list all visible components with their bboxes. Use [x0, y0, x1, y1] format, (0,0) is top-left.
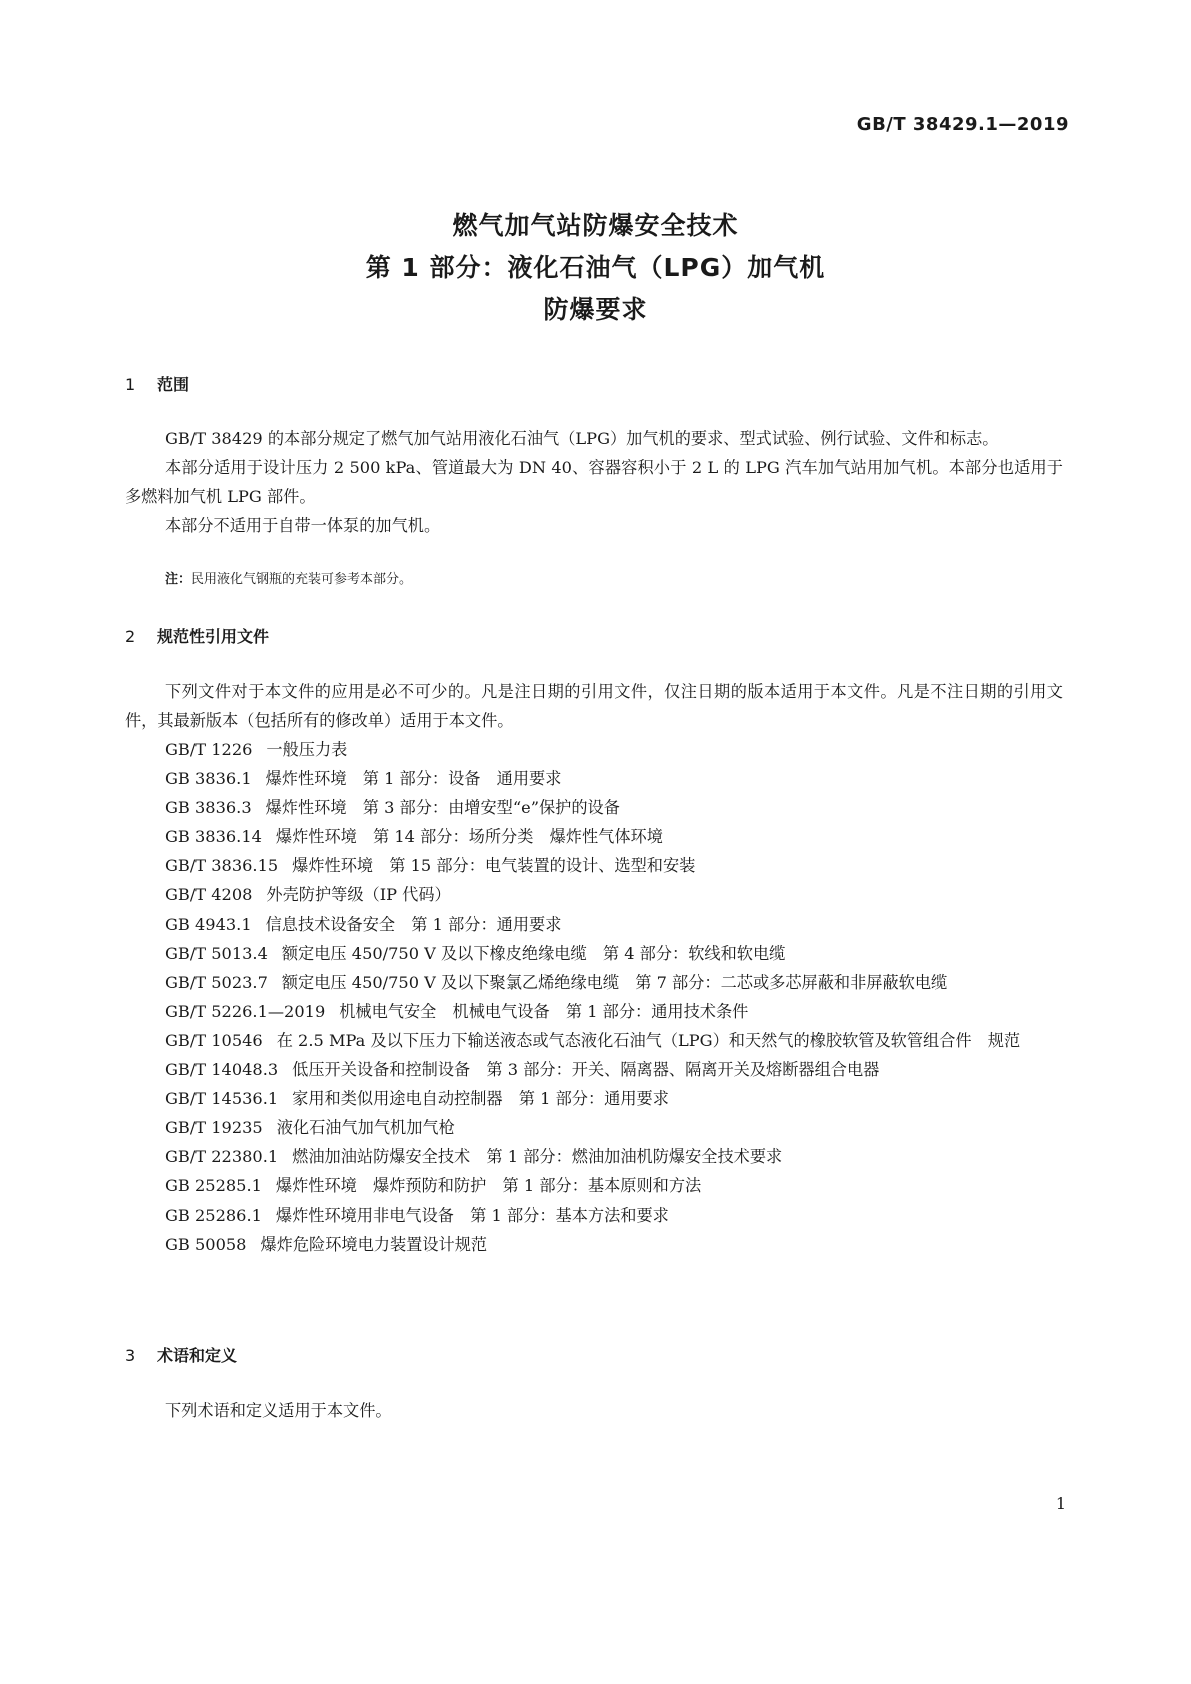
reference-title: 爆炸性环境 第 14 部分：场所分类 爆炸性气体环境	[275, 827, 663, 847]
reference-title: 低压开关设备和控制设备 第 3 部分：开关、隔离器、隔离开关及熔断器组合电器	[292, 1060, 880, 1080]
reference-title: 额定电压 450/750 V 及以下聚氯乙烯绝缘电缆 第 7 部分：二芯或多芯屏蔽和非屏蔽软电缆	[281, 972, 948, 992]
terms-intro	[125, 1396, 1063, 1425]
section-title: 术语和定义	[157, 1346, 238, 1365]
reference-item	[125, 764, 1063, 793]
section-title: 范围	[157, 375, 190, 394]
reference-item	[125, 851, 1063, 880]
reference-title: 液化石油气加气机加气枪	[276, 1118, 455, 1138]
reference-title: 爆炸危险环境电力装置设计规范	[260, 1234, 488, 1254]
reference-title: 外壳防护等级（IP 代码）	[266, 885, 451, 905]
reference-list	[125, 735, 1063, 1259]
reference-title: 爆炸性环境 第 3 部分：由增安型“e”保护的设备	[265, 798, 620, 818]
section-2-heading	[125, 624, 269, 647]
section-number: 1	[125, 375, 136, 394]
reference-item	[125, 1055, 1063, 1084]
reference-title: 爆炸性环境 第 15 部分：电气装置的设计、选型和安装	[292, 856, 696, 876]
paragraph: 本部分不适用于自带一体泵的加气机。	[165, 516, 441, 535]
section-title: 规范性引用文件	[157, 627, 270, 646]
reference-code: GB/T 3836.15	[165, 856, 279, 876]
reference-title: 信息技术设备安全 第 1 部分：通用要求	[265, 914, 562, 934]
paragraph: 下列文件对于本文件的应用是必不可少的。凡是注日期的引用文件，仅注日期的版本适用于本文件。凡是不注日期的引用文件，其最新版本（包括所有的修改单）适用于本文件。	[125, 682, 1063, 730]
reference-title: 爆炸性环境用非电气设备 第 1 部分：基本方法和要求	[275, 1205, 669, 1225]
reference-title: 额定电压 450/750 V 及以下橡皮绝缘电缆 第 4 部分：软线和软电缆	[281, 943, 786, 963]
note-text: 民用液化气钢瓶的充装可参考本部分。	[191, 572, 413, 587]
reference-title: 机械电气安全 机械电气设备 第 1 部分：通用技术条件	[339, 1001, 749, 1021]
note-label: 注：	[165, 572, 192, 587]
reference-item	[125, 968, 1063, 997]
reference-item	[125, 997, 1063, 1026]
reference-code: GB/T 10546	[165, 1030, 263, 1050]
section-number: 2	[125, 627, 136, 646]
reference-code: GB 50058	[165, 1234, 247, 1254]
reference-title: 在 2.5 MPa 及以下压力下输送液态或气态液化石油气（LPG）和天然气的橡胶软管及软管组合件 规范	[276, 1030, 1021, 1050]
reference-item	[125, 880, 1063, 909]
reference-item	[125, 1230, 1063, 1259]
reference-item	[125, 822, 1063, 851]
reference-code: GB 3836.3	[165, 798, 252, 818]
paragraph: GB/T 38429 的本部分规定了燃气加气站用液化石油气（LPG）加气机的要求、型式试验、例行试验、文件和标志。	[165, 429, 999, 448]
reference-item	[125, 1113, 1063, 1142]
reference-item	[125, 1171, 1063, 1200]
title-line-2: 第 1 部分：液化石油气（LPG）加气机	[365, 253, 826, 282]
reference-code: GB/T 14048.3	[165, 1060, 279, 1080]
reference-title: 家用和类似用途电自动控制器 第 1 部分：通用要求	[292, 1089, 669, 1109]
document-title	[0, 205, 1191, 331]
reference-code: GB 25285.1	[165, 1176, 262, 1196]
reference-item	[125, 793, 1063, 822]
scope-body	[125, 424, 1063, 540]
section-number: 3	[125, 1346, 136, 1365]
section-3-heading	[125, 1343, 237, 1366]
reference-title: 燃油加油站防爆安全技术 第 1 部分：燃油加油机防爆安全技术要求	[292, 1147, 783, 1167]
reference-code: GB/T 5013.4	[165, 943, 268, 963]
paragraph: 本部分适用于设计压力 2 500 kPa、管道最大为 DN 40、容器容积小于 2 L 的 LPG 汽车加气站用加气机。本部分也适用于多燃料加气机 LPG 部件。	[125, 458, 1063, 506]
reference-code: GB/T 5226.1—2019	[165, 1001, 326, 1021]
page-number: 1	[1055, 1494, 1066, 1513]
reference-code: GB 4943.1	[165, 914, 252, 934]
reference-code: GB/T 22380.1	[165, 1147, 279, 1167]
reference-code: GB 3836.14	[165, 827, 262, 847]
reference-item	[125, 910, 1063, 939]
paragraph: 下列术语和定义适用于本文件。	[165, 1401, 392, 1420]
reference-item	[125, 1026, 1063, 1055]
reference-code: GB/T 14536.1	[165, 1089, 279, 1109]
reference-code: GB/T 4208	[165, 885, 253, 905]
scope-note	[165, 570, 412, 590]
reference-item	[125, 1084, 1063, 1113]
reference-code: GB/T 1226	[165, 740, 253, 759]
standard-code: GB/T 38429.1—2019	[856, 114, 1069, 135]
reference-code: GB 25286.1	[165, 1205, 262, 1225]
reference-item	[125, 735, 1063, 764]
reference-code: GB/T 5023.7	[165, 972, 268, 992]
reference-code: GB/T 19235	[165, 1118, 263, 1138]
normative-refs-intro	[125, 677, 1063, 735]
reference-title: 爆炸性环境 第 1 部分：设备 通用要求	[265, 769, 562, 789]
title-line-3: 防爆要求	[543, 295, 648, 324]
reference-item	[125, 1142, 1063, 1171]
reference-item	[125, 939, 1063, 968]
reference-item	[125, 1201, 1063, 1230]
reference-title: 一般压力表	[266, 740, 348, 759]
reference-code: GB 3836.1	[165, 769, 252, 789]
section-1-heading	[125, 372, 189, 395]
reference-title: 爆炸性环境 爆炸预防和防护 第 1 部分：基本原则和方法	[275, 1176, 702, 1196]
title-line-1: 燃气加气站防爆安全技术	[452, 211, 739, 240]
